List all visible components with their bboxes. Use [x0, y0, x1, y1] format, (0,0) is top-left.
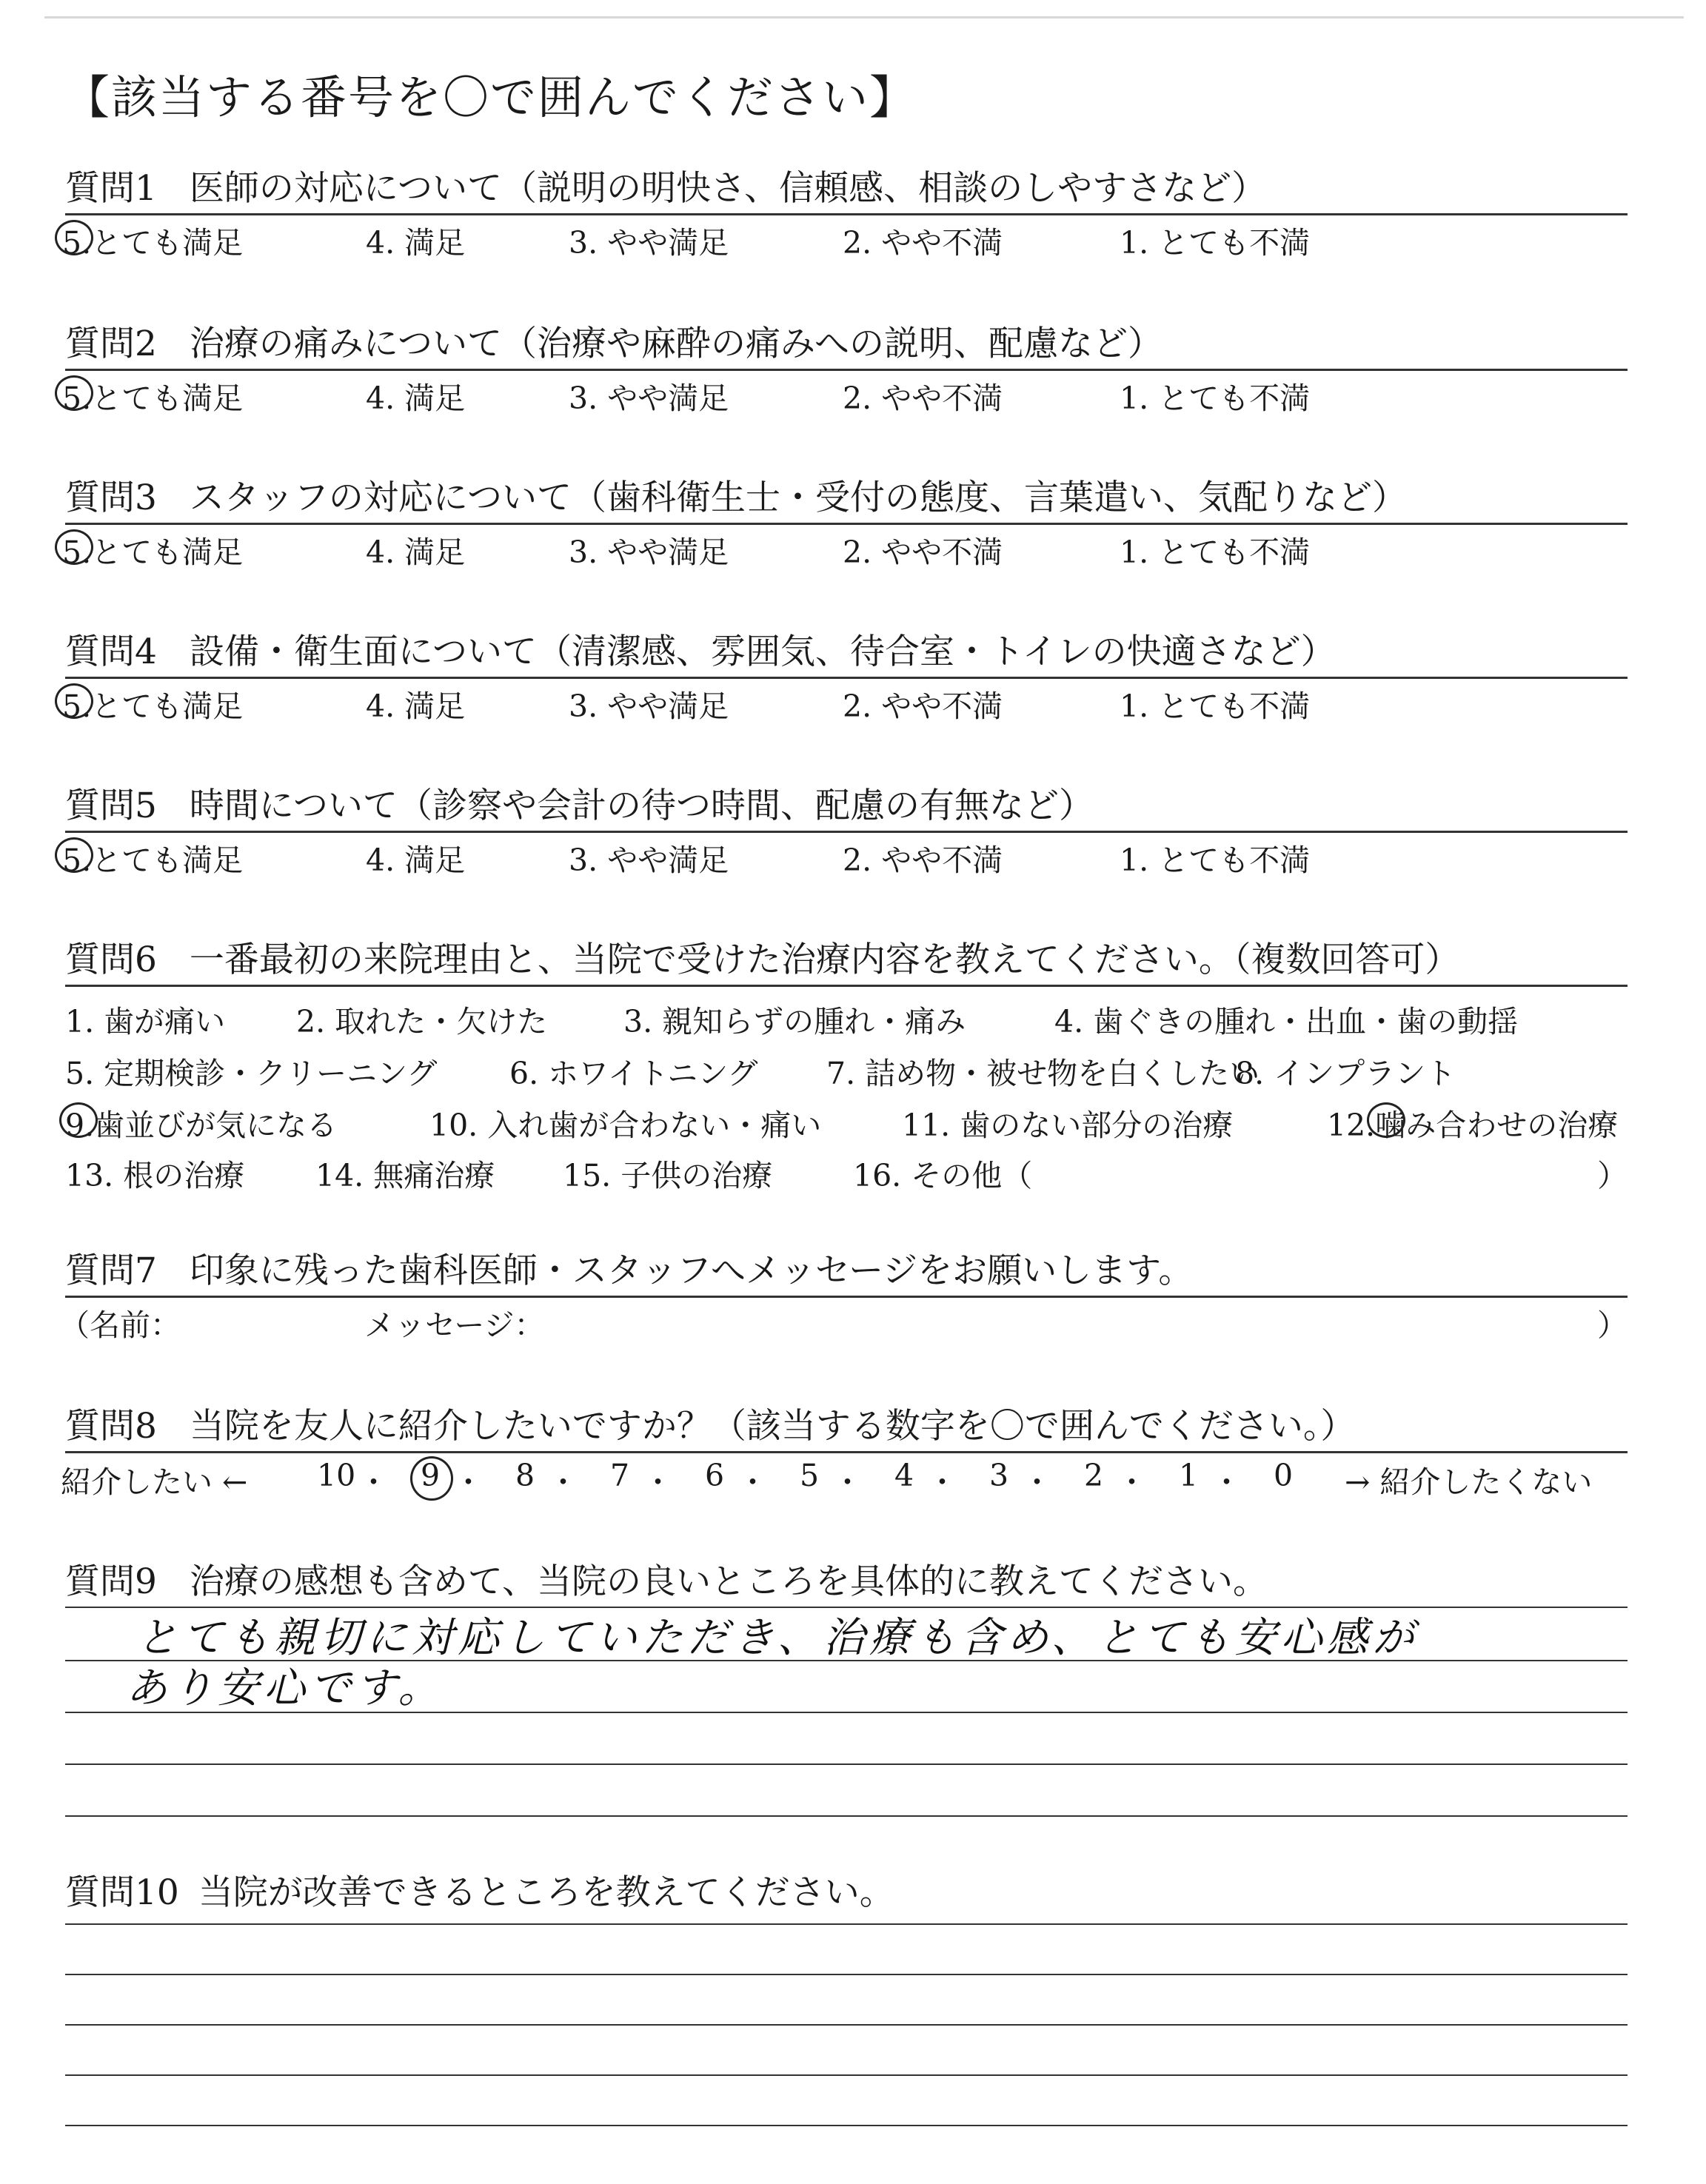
- question-text: 治療の痛みについて（治療や麻酔の痛みへの説明、配慮など）: [189, 324, 1163, 364]
- rating-option[interactable]: 2. やや不満: [843, 843, 1003, 878]
- question-8: [61, 1402, 1628, 1501]
- treatment-option[interactable]: 8. インプラント: [1235, 1056, 1456, 1091]
- question-header: [65, 628, 1628, 679]
- scale-value[interactable]: 0: [1274, 1458, 1294, 1493]
- scale-separator: ・: [1022, 1464, 1052, 1500]
- rating-options: [62, 679, 1628, 726]
- rating-option[interactable]: 3. やや満足: [569, 843, 729, 878]
- handwritten-answer: あり安心です。: [126, 1664, 444, 1712]
- question-3: [62, 474, 1628, 572]
- treatment-option[interactable]: 5. 定期検診・クリーニング: [65, 1056, 438, 1091]
- scale-left-label: 紹介したい ←: [61, 1464, 248, 1500]
- question-header: [65, 782, 1628, 833]
- treatment-option[interactable]: 2. 取れた・欠けた: [296, 1004, 548, 1039]
- question-text: 当院が改善できるところを教えてください。: [198, 1872, 894, 1913]
- selection-circle: [410, 1456, 453, 1501]
- scale-right-label: → 紹介したくない: [1345, 1464, 1593, 1500]
- question-number: 質問1: [65, 168, 157, 209]
- question-header: [65, 936, 1628, 987]
- question-header: [65, 164, 1628, 215]
- message-label: メッセージ：: [364, 1307, 545, 1343]
- treatment-option[interactable]: 9.歯並びが気になる: [65, 1108, 338, 1143]
- recommend-scale: [61, 1453, 1628, 1501]
- rating-option[interactable]: 3. やや満足: [569, 225, 729, 261]
- scale-value[interactable]: 9: [421, 1458, 441, 1493]
- rating-option[interactable]: 3. やや満足: [569, 535, 729, 570]
- question-number: 質問8: [65, 1406, 157, 1447]
- rating-option[interactable]: 5.とても満足: [62, 225, 244, 261]
- treatment-option[interactable]: 16. その他（: [853, 1158, 1033, 1193]
- question-6: [65, 936, 1628, 1202]
- question-number: 質問4: [65, 632, 157, 672]
- question-text: 時間について（診察や会計の待つ時間、配慮の有無など）: [189, 785, 1094, 826]
- treatment-option[interactable]: 11. 歯のない部分の治療: [902, 1108, 1234, 1143]
- question-text: 印象に残った歯科医師・スタッフへメッセージをお願いします。: [189, 1250, 1194, 1291]
- scale-separator: ・: [927, 1464, 957, 1500]
- treatment-option[interactable]: 3. 親知らずの腫れ・痛み: [623, 1004, 966, 1039]
- selection-circle: [55, 529, 93, 565]
- rating-options: [62, 215, 1628, 263]
- top-divider: [44, 16, 1684, 19]
- scale-separator: ・: [548, 1464, 578, 1500]
- selection-circle: [55, 220, 93, 255]
- scale-value[interactable]: 2: [1084, 1458, 1104, 1493]
- question-10: [65, 1869, 1628, 2184]
- rating-option[interactable]: 5.とても満足: [62, 843, 244, 878]
- rating-option[interactable]: 1. とても不満: [1120, 381, 1311, 416]
- rating-option[interactable]: 4. 満足: [366, 535, 466, 570]
- treatment-option[interactable]: 12.噛み合わせの治療: [1327, 1108, 1619, 1143]
- question-7: [59, 1247, 1628, 1345]
- writing-line: [65, 2125, 1628, 2126]
- message-row: [59, 1298, 1628, 1345]
- rating-option[interactable]: 2. やや不満: [843, 225, 1003, 261]
- rating-options: [62, 525, 1628, 572]
- rating-option[interactable]: 3. やや満足: [569, 689, 729, 724]
- question-header: [65, 1402, 1628, 1453]
- scale-separator: ・: [358, 1464, 389, 1500]
- treatment-options: [65, 987, 1628, 1202]
- rating-option[interactable]: 4. 満足: [366, 381, 466, 416]
- question-number: 質問3: [65, 478, 157, 518]
- writing-line: [65, 1923, 1628, 1925]
- question-4: [62, 628, 1628, 726]
- rating-option[interactable]: 4. 満足: [366, 225, 466, 261]
- scale-separator: ・: [1211, 1464, 1242, 1500]
- scale-separator: ・: [1117, 1464, 1147, 1500]
- question-5: [62, 782, 1628, 880]
- answer-lines: [65, 1607, 1628, 1888]
- question-number: 質問5: [65, 785, 157, 826]
- question-2: [62, 320, 1628, 418]
- rating-option[interactable]: 1. とても不満: [1120, 225, 1311, 261]
- scale-separator: ・: [832, 1464, 863, 1500]
- question-header: [65, 1247, 1628, 1298]
- selection-circle: [55, 375, 93, 411]
- scale-value[interactable]: 5: [800, 1458, 820, 1493]
- scale-value[interactable]: 6: [705, 1458, 725, 1493]
- treatment-option[interactable]: 10. 入れ歯が合わない・痛い: [429, 1108, 822, 1143]
- question-header: [65, 1869, 1628, 1917]
- question-text: スタッフの対応について（歯科衛生士・受付の態度、言葉遣い、気配りなど）: [189, 478, 1407, 518]
- question-text: 医師の対応について（説明の明快さ、信頼感、相談のしやすさなど）: [189, 168, 1267, 209]
- question-number: 質問9: [65, 1561, 157, 1602]
- question-text: 設備・衛生面について（清潔感、雰囲気、待合室・トイレの快適さなど）: [189, 632, 1336, 672]
- selection-circle: [55, 683, 93, 719]
- treatment-option[interactable]: 14. 無痛治療: [315, 1158, 495, 1193]
- writing-line: [65, 1974, 1628, 1975]
- question-number: 質問2: [65, 324, 157, 364]
- rating-option[interactable]: 5.とても満足: [62, 535, 244, 570]
- treatment-option[interactable]: 13. 根の治療: [65, 1158, 245, 1193]
- question-number: 質問7: [65, 1250, 157, 1291]
- question-text: 治療の感想も含めて、当院の良いところを具体的に教えてください。: [189, 1561, 1268, 1602]
- rating-option[interactable]: 1. とても不満: [1120, 689, 1311, 724]
- scale-separator: ・: [643, 1464, 673, 1500]
- scale-separator: ・: [453, 1464, 484, 1500]
- treatment-option[interactable]: 15. 子供の治療: [563, 1158, 773, 1193]
- rating-option[interactable]: 1. とても不満: [1120, 535, 1311, 570]
- scale-value[interactable]: 7: [610, 1458, 630, 1493]
- scale-value[interactable]: 1: [1179, 1458, 1199, 1493]
- scale-value[interactable]: 8: [515, 1458, 535, 1493]
- selection-circle: [59, 1102, 98, 1138]
- treatment-option[interactable]: 4. 歯ぐきの腫れ・出血・歯の動揺: [1054, 1004, 1519, 1039]
- writing-line: [65, 1763, 1628, 1765]
- scale-value[interactable]: 10: [317, 1458, 356, 1493]
- rating-option[interactable]: 2. やや不満: [843, 381, 1003, 416]
- rating-option[interactable]: 1. とても不満: [1120, 843, 1311, 878]
- question-1: [62, 164, 1628, 263]
- writing-line: [65, 1815, 1628, 1817]
- treatment-option[interactable]: 6. ホワイトニング: [509, 1056, 758, 1091]
- writing-line: [65, 2024, 1628, 2026]
- handwritten-answer: とても親切に対応していただき、治療も含め、とても安心感が: [136, 1614, 1419, 1662]
- rating-option[interactable]: 5.とても満足: [62, 689, 244, 724]
- question-9: [65, 1558, 1628, 1888]
- scale-separator: ・: [737, 1464, 768, 1500]
- rating-option[interactable]: 5.とても満足: [62, 381, 244, 416]
- question-number: 質問10: [65, 1872, 179, 1913]
- rating-options: [62, 833, 1628, 880]
- rating-option[interactable]: 2. やや不満: [843, 535, 1003, 570]
- rating-options: [62, 371, 1628, 418]
- question-text: 当院を友人に紹介したいですか？（該当する数字を〇で囲んでください。）: [189, 1406, 1356, 1447]
- question-number: 質問6: [65, 939, 157, 980]
- close-paren: ）: [1597, 1158, 1628, 1193]
- question-text: 一番最初の来院理由と、当院で受けた治療内容を教えてください。（複数回答可）: [189, 939, 1460, 980]
- rating-option[interactable]: 2. やや不満: [843, 689, 1003, 724]
- name-label: （名前：: [59, 1307, 181, 1343]
- treatment-option[interactable]: 7. 詰め物・被せ物を白くしたい: [826, 1056, 1260, 1091]
- rating-option[interactable]: 4. 満足: [366, 843, 466, 878]
- selection-circle: [1367, 1102, 1405, 1138]
- treatment-option[interactable]: 1. 歯が痛い: [65, 1004, 226, 1039]
- scale-value[interactable]: 4: [894, 1458, 914, 1493]
- writing-line: [65, 2074, 1628, 2076]
- page-title: 【該当する番号を〇で囲んでください】: [64, 70, 917, 124]
- rating-option[interactable]: 4. 満足: [366, 689, 466, 724]
- close-paren: ）: [1597, 1307, 1628, 1343]
- rating-option[interactable]: 3. やや満足: [569, 381, 729, 416]
- selection-circle: [55, 837, 93, 873]
- scale-value[interactable]: 3: [989, 1458, 1009, 1493]
- question-header: [65, 1558, 1628, 1607]
- question-header: [65, 320, 1628, 371]
- question-header: [65, 474, 1628, 525]
- answer-lines: [65, 1917, 1628, 2184]
